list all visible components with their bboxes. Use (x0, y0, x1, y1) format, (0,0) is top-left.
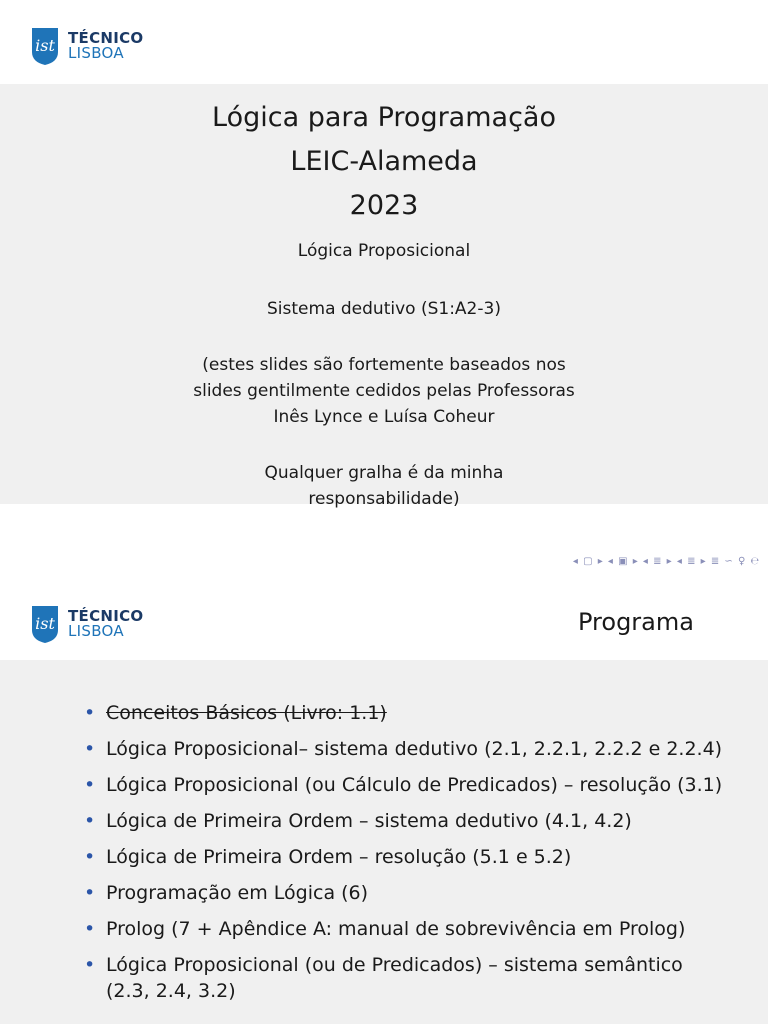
slide-programa (0, 580, 768, 1024)
slide-subtitle: Lógica Proposicional (297, 241, 471, 261)
credits-note (0, 352, 768, 430)
program-list (80, 700, 760, 1004)
disclaimer (0, 460, 768, 512)
logo-line2: LISBOA (68, 44, 124, 62)
bullet-icon: • (84, 954, 96, 976)
list-item: • Prolog (7 + Apêndice A: manual de sobrevivência em Prolog) (84, 918, 686, 940)
slide-heading: Programa (578, 608, 694, 636)
credits-line: Inês Lynce e Luísa Coheur (273, 407, 495, 427)
list-item: • Lógica de Primeira Ordem – resolução (5.1 e 5.2) (84, 846, 572, 868)
list-item-continuation: (2.3, 2.4, 3.2) (106, 980, 236, 1002)
tecnico-logo (30, 604, 143, 644)
bullet-icon: • (84, 882, 96, 904)
disclaimer-line: responsabilidade) (308, 489, 460, 509)
svg-text:ist: ist (35, 614, 55, 633)
bullet-icon: • (84, 702, 96, 724)
beamer-navigation[interactable]: ◂ ▢ ▸ ◂ ▣ ▸ ◂ ≣ ▸ ◂ ≣ ▸ ≣ ∽ ♀ ℮ (572, 556, 760, 567)
list-item: • Conceitos Básicos (Livro: 1.1) (84, 702, 387, 724)
bullet-icon: • (84, 738, 96, 760)
slide-title-block (0, 96, 768, 228)
list-item: • Lógica de Primeira Ordem – sistema dedutivo (4.1, 4.2) (84, 810, 632, 832)
course-title: Lógica para Programação (212, 102, 556, 133)
list-item: • Programação em Lógica (6) (84, 882, 369, 904)
list-item: • Lógica Proposicional– sistema dedutivo (2.1, 2.2.1, 2.2.2 e 2.2.4) (84, 738, 723, 760)
bullet-icon: • (84, 918, 96, 940)
logo-line1: TÉCNICO (68, 607, 144, 625)
slide-section: Sistema dedutivo (S1:A2-3) (267, 299, 501, 319)
ist-shield-icon (30, 26, 60, 66)
bullet-icon: • (84, 774, 96, 796)
course-year: 2023 (349, 190, 419, 221)
logo-line1: TÉCNICO (68, 29, 144, 47)
credits-line: (estes slides são fortemente baseados nos (202, 355, 566, 375)
credits-line: slides gentilmente cedidos pelas Professoras (193, 381, 575, 401)
course-campus: LEIC-Alameda (290, 146, 478, 177)
svg-text:ist: ist (35, 36, 55, 55)
tecnico-logo (30, 26, 143, 66)
bullet-icon: • (84, 846, 96, 868)
disclaimer-line: Qualquer gralha é da minha (264, 463, 504, 483)
bullet-icon: • (84, 810, 96, 832)
list-item: • Lógica Proposicional (ou de Predicados) – sistema semântico (2.3, 2.4, 3.2) (84, 954, 683, 1002)
logo-line2: LISBOA (68, 622, 124, 640)
list-item: • Lógica Proposicional (ou Cálculo de Predicados) – resolução (3.1) (84, 774, 723, 796)
ist-shield-icon (30, 604, 60, 644)
